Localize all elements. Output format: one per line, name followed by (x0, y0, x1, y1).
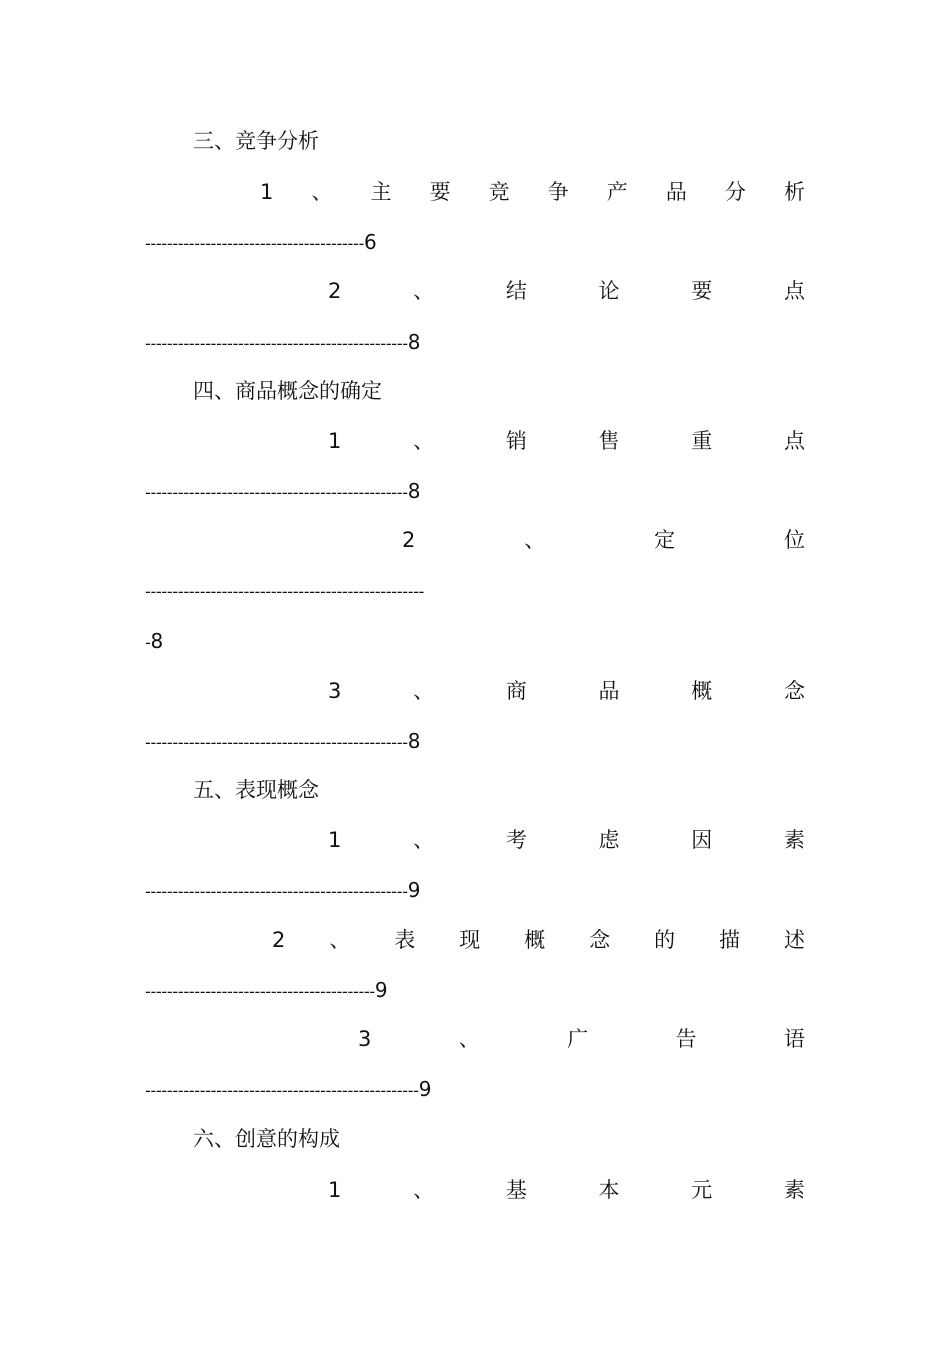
toc-leader (145, 878, 420, 902)
toc-entry (328, 1178, 805, 1202)
leader-dashes: - (145, 633, 151, 652)
toc-entry-char: 、 (524, 528, 546, 552)
toc-entry-char: 1 (328, 1178, 342, 1202)
toc-entry-char: 念 (589, 928, 611, 952)
page-number: 8 (407, 729, 421, 753)
toc-entry-char: 点 (783, 429, 805, 453)
toc-entry-char: 商 (505, 679, 527, 703)
toc-entry-char: 3 (328, 679, 342, 703)
toc-leader (145, 479, 420, 503)
toc-entry-char: 语 (784, 1027, 805, 1051)
toc-entry-char: 概 (691, 679, 713, 703)
toc-entry-char: 、 (413, 429, 435, 453)
toc-entry-char: 念 (783, 679, 805, 703)
toc-section-heading: 五、表现概念 (193, 778, 319, 802)
toc-entry-char: 告 (675, 1027, 697, 1051)
toc-entry-char: 要 (691, 279, 713, 303)
toc-entry-char: 定 (654, 528, 676, 552)
toc-entry (328, 279, 805, 303)
toc-entry-char: 竞 (488, 180, 510, 204)
leader-dashes: --------------------------------------------------- (145, 582, 425, 601)
toc-entry-char: 1 (328, 828, 342, 852)
toc-entry-char: 、 (413, 679, 435, 703)
toc-leader (145, 330, 420, 354)
toc-entry-char: 品 (665, 180, 687, 204)
toc-entry-char: 描 (719, 928, 741, 952)
toc-entry-char: 产 (606, 180, 628, 204)
toc-leader (145, 230, 377, 254)
toc-entry (328, 828, 805, 852)
toc-leader (145, 1077, 431, 1101)
page-number: 9 (407, 878, 421, 902)
toc-entry-char: 元 (691, 1178, 713, 1202)
toc-entry-char: 、 (413, 1178, 435, 1202)
leader-dashes: -------------------------------------------------- (145, 1081, 419, 1100)
toc-leader (145, 580, 424, 604)
toc-entry-char: 分 (724, 180, 746, 204)
toc-entry (402, 528, 805, 552)
toc-entry-char: 重 (691, 429, 713, 453)
toc-entry-char: 点 (783, 279, 805, 303)
page-number: 8 (407, 479, 421, 503)
toc-entry-char: 现 (459, 928, 481, 952)
leader-dashes: ------------------------------------------------ (145, 334, 408, 353)
toc-entry-char: 争 (547, 180, 569, 204)
leader-dashes: ------------------------------------------------ (145, 483, 408, 502)
page-number: 9 (374, 978, 388, 1002)
toc-section-heading: 三、竞争分析 (193, 129, 319, 153)
toc-entry-char: 、 (311, 180, 333, 204)
leader-dashes: ---------------------------------------- (145, 234, 364, 253)
page-number: 9 (418, 1077, 432, 1101)
toc-entry-char: 、 (329, 928, 351, 952)
toc-entry-char: 1 (260, 180, 274, 204)
toc-entry-char: 的 (654, 928, 676, 952)
toc-entry-char: 售 (598, 429, 620, 453)
toc-entry-char: 主 (370, 180, 392, 204)
toc-entry (328, 679, 805, 703)
toc-leader (145, 629, 163, 653)
toc-entry-char: 析 (783, 180, 805, 204)
toc-entry (260, 180, 805, 204)
toc-entry-char: 素 (783, 828, 805, 852)
toc-entry-char: 因 (691, 828, 713, 852)
toc-entry-char: 概 (524, 928, 546, 952)
toc-entry-char: 2 (272, 928, 286, 952)
toc-entry-char: 述 (784, 928, 805, 952)
toc-entry (328, 429, 805, 453)
toc-leader (145, 978, 388, 1002)
toc-entry-char: 广 (567, 1027, 589, 1051)
toc-entry-char: 、 (413, 828, 435, 852)
toc-entry-char: 2 (402, 528, 416, 552)
toc-entry-char: 考 (505, 828, 527, 852)
toc-entry (272, 928, 805, 952)
toc-entry-char: 表 (394, 928, 416, 952)
toc-entry-char: 、 (413, 279, 435, 303)
page-number: 6 (363, 230, 377, 254)
toc-entry-char: 本 (598, 1178, 620, 1202)
toc-section-heading: 四、商品概念的确定 (193, 379, 382, 403)
toc-entry-char: 基 (505, 1178, 527, 1202)
toc-entry-char: 虑 (598, 828, 620, 852)
toc-entry-char: 3 (358, 1027, 372, 1051)
leader-dashes: ------------------------------------------------ (145, 882, 408, 901)
toc-entry-char: 位 (784, 528, 805, 552)
toc-entry-char: 品 (598, 679, 620, 703)
toc-entry-char: 2 (328, 279, 342, 303)
toc-entry-char: 论 (598, 279, 620, 303)
toc-entry-char: 要 (429, 180, 451, 204)
leader-dashes: ------------------------------------------ (145, 982, 375, 1001)
toc-entry-char: 1 (328, 429, 342, 453)
toc-entry-char: 、 (458, 1027, 480, 1051)
toc-section-heading: 六、创意的构成 (193, 1127, 340, 1151)
toc-entry-char: 素 (783, 1178, 805, 1202)
toc-entry-char: 结 (505, 279, 527, 303)
toc-entry-char: 销 (505, 429, 527, 453)
page-number: 8 (150, 629, 164, 653)
toc-entry (358, 1027, 805, 1051)
toc-leader (145, 729, 420, 753)
leader-dashes: ------------------------------------------------ (145, 733, 408, 752)
page-number: 8 (407, 330, 421, 354)
